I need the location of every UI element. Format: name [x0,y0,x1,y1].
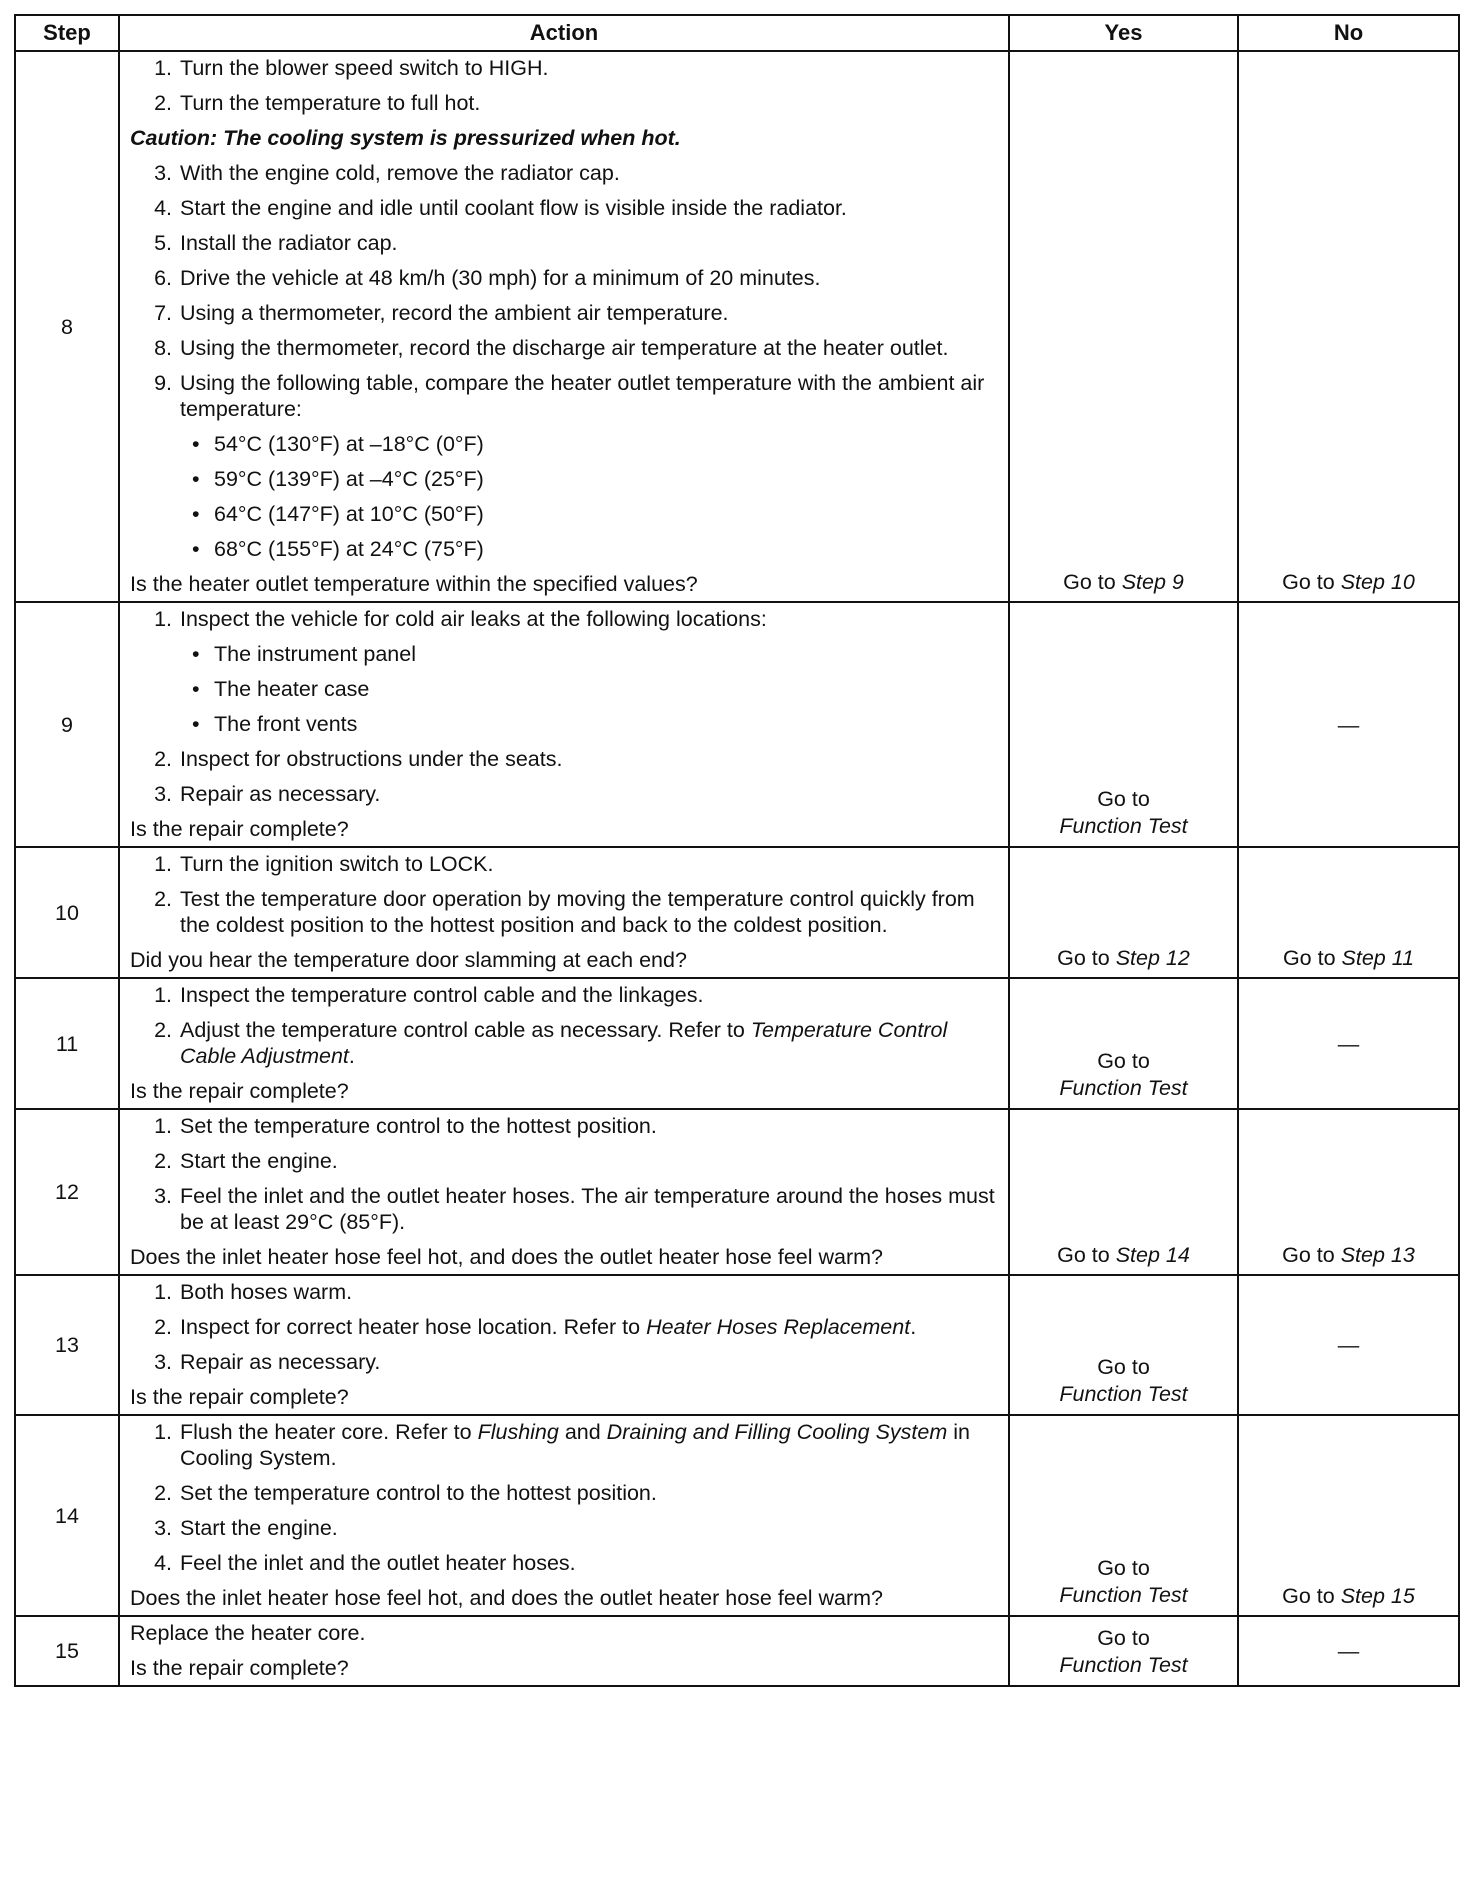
instruction-item [130,1550,1000,1576]
bullet-item [130,711,1000,737]
item-number: 4. [154,196,172,220]
bullet-dot-icon: • [192,642,200,666]
item-text [180,1017,1000,1069]
yes-action [1009,602,1238,847]
goto-label: Go to [1097,1626,1150,1650]
goto-label: Go to [1097,1049,1150,1073]
text-segment: Start the engine. [180,1149,338,1173]
text-segment: Start the engine. [180,1516,338,1540]
instruction-item [130,886,1000,938]
not-applicable-dash: — [1337,1639,1360,1663]
yes-action [1009,978,1238,1109]
step-row-9 [15,602,1459,847]
function-test-reference: Function Test [1059,1382,1188,1406]
text-segment: Flush the heater core. Refer to [180,1420,478,1444]
text-segment: The heater case [214,677,370,701]
instruction-item [130,1113,1000,1139]
item-text [180,1113,1000,1139]
step-question: Is the repair complete? [130,1656,349,1680]
item-text [180,886,1000,938]
item-text [180,335,1000,361]
step-question: Is the repair complete? [130,817,349,841]
item-number: 1. [154,852,172,876]
text-segment: Using the following table, compare the heater outlet temperature with the ambient air temperature: [180,371,985,421]
item-number: 2. [154,1149,172,1173]
caution-note: Caution: The cooling system is pressurized when hot. [130,126,681,150]
step-row-14 [15,1415,1459,1616]
item-text [180,55,1000,81]
goto-label: Go to [1097,787,1150,811]
italic-reference: Flushing [477,1420,559,1444]
italic-reference: Heater Hoses Replacement [646,1315,911,1339]
step-number: 10 [15,847,119,978]
action-cell [119,1109,1009,1275]
goto-label: Go to [1097,1556,1150,1580]
no-action [1238,1275,1459,1415]
italic-reference: Draining and Filling Cooling System [606,1420,948,1444]
item-text [180,370,1000,422]
no-action [1238,51,1459,602]
text-segment: Turn the ignition switch to LOCK. [180,852,494,876]
item-text [180,606,1000,632]
text-segment: Inspect for obstructions under the seats. [180,747,563,771]
text-segment: Go to [1057,946,1116,970]
item-text [180,1148,1000,1174]
diagnostic-table [14,14,1460,1687]
item-number: 9. [154,371,172,395]
text-segment: The instrument panel [214,642,416,666]
text-segment: Using a thermometer, record the ambient air temperature. [180,301,729,325]
header-no: No [1238,15,1459,51]
text-segment: Set the temperature control to the hottest position. [180,1114,657,1138]
item-text [180,1419,1000,1471]
instruction-item [130,1017,1000,1069]
italic-reference: Temperature Control Cable Adjustment [180,1018,948,1068]
bullet-dot-icon: • [192,537,200,561]
text-segment: Go to [1282,1243,1341,1267]
step-row-11 [15,978,1459,1109]
item-text [180,1550,1000,1576]
bullet-text [214,676,1000,702]
bullet-text [214,466,1000,492]
instruction-item [130,265,1000,291]
yes-action [1009,1275,1238,1415]
item-number: 3. [154,782,172,806]
item-number: 1. [154,1280,172,1304]
item-text [180,1349,1000,1375]
function-test-reference: Function Test [1059,814,1188,838]
step-question: Did you hear the temperature door slamming at each end? [130,948,687,972]
item-number: 2. [154,1315,172,1339]
item-text [180,746,1000,772]
step-number: 9 [15,602,119,847]
step-row-8 [15,51,1459,602]
item-text [180,230,1000,256]
italic-reference: Step 10 [1340,570,1415,594]
text-segment: Feel the inlet and the outlet heater hoses. The air temperature around the hoses must be at least 29°C (85°F). [180,1184,995,1234]
table-body [15,51,1459,1686]
bullet-item [130,641,1000,667]
italic-reference: Step 15 [1340,1584,1415,1608]
action-cell [119,978,1009,1109]
item-text [180,195,1000,221]
instruction-item [130,1349,1000,1375]
text-segment: Set the temperature control to the hottest position. [180,1481,657,1505]
instruction-item [130,606,1000,632]
text-segment: With the engine cold, remove the radiator cap. [180,161,620,185]
text-segment: Test the temperature door operation by moving the temperature control quickly from the coldest position to the hottest position and back to the coldest position. [180,887,975,937]
italic-reference: Step 9 [1121,570,1184,594]
item-text [180,160,1000,186]
item-text [180,300,1000,326]
text-segment: Drive the vehicle at 48 km/h (30 mph) for a minimum of 20 minutes. [180,266,821,290]
item-number: 3. [154,161,172,185]
text-segment: 59°C (139°F) at –4°C (25°F) [214,467,484,491]
italic-reference: Step 14 [1115,1243,1190,1267]
text-segment: Repair as necessary. [180,782,381,806]
item-number: 5. [154,231,172,255]
step-row-12 [15,1109,1459,1275]
header-row [15,15,1459,51]
item-number: 3. [154,1184,172,1208]
instruction-item [130,1480,1000,1506]
item-number: 7. [154,301,172,325]
instruction-item [130,370,1000,422]
text-segment: and [558,1420,607,1444]
text-segment: Feel the inlet and the outlet heater hoses. [180,1551,576,1575]
item-text [180,781,1000,807]
item-number: 1. [154,607,172,631]
text-segment: Go to [1282,1584,1341,1608]
item-number: 2. [154,887,172,911]
step-question: Does the inlet heater hose feel hot, and does the outlet heater hose feel warm? [130,1586,883,1610]
bullet-item [130,536,1000,562]
bullet-text [214,501,1000,527]
item-number: 1. [154,56,172,80]
function-test-reference: Function Test [1059,1653,1188,1677]
text-segment: Start the engine and idle until coolant flow is visible inside the radiator. [180,196,847,220]
item-number: 1. [154,1420,172,1444]
text-segment: Turn the temperature to full hot. [180,91,481,115]
instruction-item [130,335,1000,361]
not-applicable-dash: — [1337,1031,1360,1056]
instruction-item [130,746,1000,772]
text-segment: 54°C (130°F) at –18°C (0°F) [214,432,484,456]
no-action [1238,978,1459,1109]
table-header [15,15,1459,51]
item-number: 1. [154,983,172,1007]
item-text [180,1480,1000,1506]
step-number: 13 [15,1275,119,1415]
action-cell [119,1616,1009,1686]
text-segment: Go to [1057,1243,1116,1267]
text-segment: The front vents [214,712,358,736]
item-number: 3. [154,1350,172,1374]
step-question: Is the heater outlet temperature within the specified values? [130,572,698,596]
instruction-item [130,851,1000,877]
step-number: 11 [15,978,119,1109]
text-segment: Adjust the temperature control cable as necessary. Refer to [180,1018,751,1042]
item-text [180,1314,1000,1340]
instruction-item [130,160,1000,186]
item-text [180,1279,1000,1305]
not-applicable-dash: — [1337,1333,1360,1357]
text-segment: Turn the blower speed switch to HIGH. [180,56,549,80]
step-row-15 [15,1616,1459,1686]
action-cell [119,602,1009,847]
yes-action [1009,847,1238,978]
text-segment: Go to [1282,570,1341,594]
no-action [1238,1616,1459,1686]
item-text [180,1515,1000,1541]
item-text [180,851,1000,877]
item-number: 8. [154,336,172,360]
bullet-dot-icon: • [192,677,200,701]
item-text [180,265,1000,291]
action-cell [119,847,1009,978]
yes-action [1009,1616,1238,1686]
instruction-item [130,982,1000,1008]
instruction-item [130,1279,1000,1305]
text-segment: Repair as necessary. [180,1350,381,1374]
bullet-dot-icon: • [192,467,200,491]
step-number: 14 [15,1415,119,1616]
instruction-item [130,1314,1000,1340]
item-number: 3. [154,1516,172,1540]
instruction-item [130,1183,1000,1235]
item-number: 2. [154,1018,172,1042]
diagnostic-sheet [14,14,1458,1687]
no-action [1238,1109,1459,1275]
step-number: 12 [15,1109,119,1275]
no-action [1238,602,1459,847]
bullet-item [130,676,1000,702]
bullet-item [130,431,1000,457]
italic-reference: Step 11 [1341,946,1415,970]
text-segment: . [348,1044,355,1068]
text-segment: Using the thermometer, record the discharge air temperature at the heater outlet. [180,336,949,360]
step-question: Does the inlet heater hose feel hot, and does the outlet heater hose feel warm? [130,1245,883,1269]
item-number: 2. [154,747,172,771]
text-segment: Both hoses warm. [180,1280,353,1304]
text-segment: in Cooling System. [180,1420,970,1470]
step-question: Is the repair complete? [130,1385,349,1409]
not-applicable-dash: — [1337,712,1360,737]
step-row-10 [15,847,1459,978]
instruction-item [130,1515,1000,1541]
action-cell [119,1415,1009,1616]
bullet-text [214,711,1000,737]
function-test-reference: Function Test [1059,1583,1188,1607]
no-action [1238,847,1459,978]
item-text [180,982,1000,1008]
bullet-item [130,501,1000,527]
bullet-text [214,431,1000,457]
text-segment: Go to [1282,946,1342,970]
bullet-text [214,536,1000,562]
text-segment: Install the radiator cap. [180,231,398,255]
text-segment: 68°C (155°F) at 24°C (75°F) [214,537,484,561]
text-segment: Inspect the temperature control cable and the linkages. [180,983,704,1007]
no-action [1238,1415,1459,1616]
header-yes: Yes [1009,15,1238,51]
text-segment: 64°C (147°F) at 10°C (50°F) [214,502,484,526]
step-number: 15 [15,1616,119,1686]
bullet-dot-icon: • [192,712,200,736]
bullet-item [130,466,1000,492]
instruction-item [130,1148,1000,1174]
italic-reference: Step 12 [1115,946,1190,970]
instruction-item [130,1419,1000,1471]
yes-action [1009,1415,1238,1616]
step-question: Is the repair complete? [130,1079,349,1103]
header-action: Action [119,15,1009,51]
goto-label: Go to [1097,1355,1150,1379]
step-row-13 [15,1275,1459,1415]
text-segment: Inspect the vehicle for cold air leaks at the following locations: [180,607,767,631]
yes-action [1009,1109,1238,1275]
item-number: 4. [154,1551,172,1575]
instruction-item [130,300,1000,326]
italic-reference: Step 13 [1340,1243,1415,1267]
instruction-item [130,195,1000,221]
item-text [180,1183,1000,1235]
yes-action [1009,51,1238,602]
item-text [180,90,1000,116]
step-number: 8 [15,51,119,602]
instruction-item [130,230,1000,256]
header-step: Step [15,15,119,51]
bullet-dot-icon: • [192,432,200,456]
text-segment: . [910,1315,917,1339]
bullet-text [214,641,1000,667]
action-cell [119,51,1009,602]
item-number: 2. [154,91,172,115]
text-segment: Inspect for correct heater hose location. Refer to [180,1315,647,1339]
instruction-item [130,55,1000,81]
text-segment: Go to [1063,570,1122,594]
item-number: 2. [154,1481,172,1505]
instruction-text: Replace the heater core. [130,1621,366,1645]
function-test-reference: Function Test [1059,1076,1188,1100]
item-number: 6. [154,266,172,290]
bullet-dot-icon: • [192,502,200,526]
instruction-item [130,781,1000,807]
action-cell [119,1275,1009,1415]
item-number: 1. [154,1114,172,1138]
instruction-item [130,90,1000,116]
